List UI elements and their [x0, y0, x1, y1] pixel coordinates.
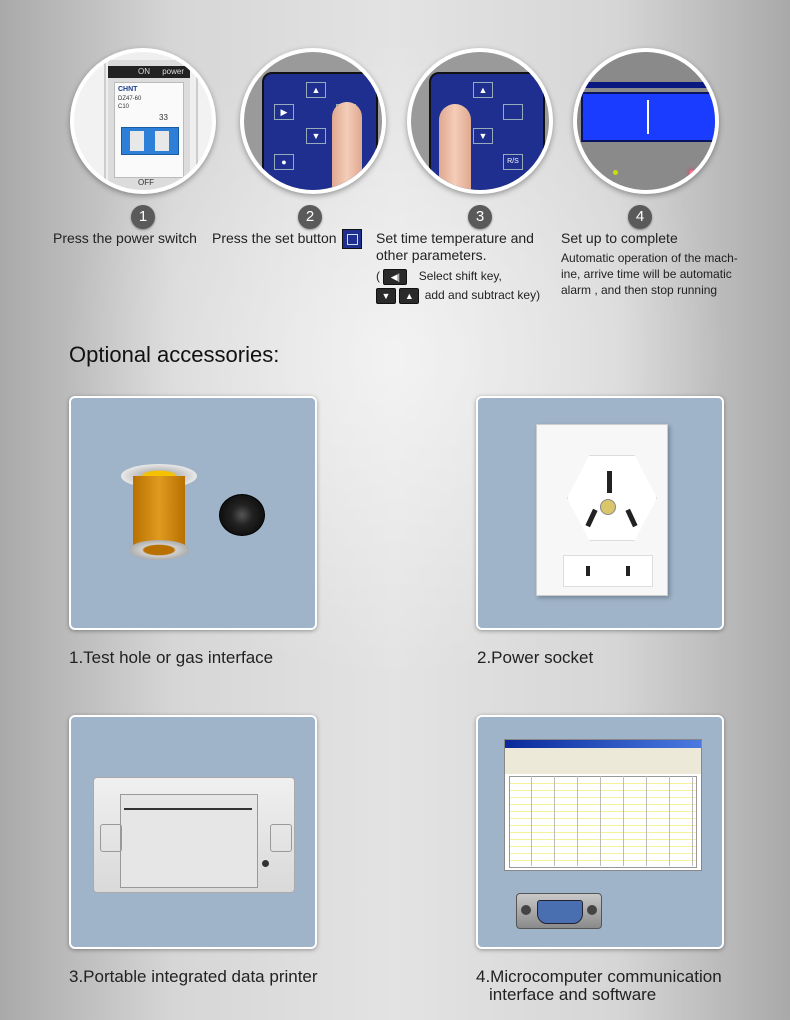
step-4-number: 4	[628, 205, 652, 229]
finger-icon	[332, 102, 362, 190]
panel-up-key-icon: ▲	[306, 82, 326, 98]
breaker-brand: CHNT	[118, 86, 138, 93]
step-3-key-note-row1	[376, 268, 502, 285]
breaker-on-label: ON	[138, 67, 150, 76]
accessory-3-label: 3.Portable integrated data printer	[69, 967, 318, 986]
panel-down-key-icon: ▼	[473, 128, 493, 144]
step-3-key-note-row2	[376, 287, 540, 304]
accessory-2-image	[476, 396, 724, 630]
software-window-icon	[504, 739, 702, 871]
panel-lamp-key-icon: ●	[274, 154, 294, 170]
panel-up-key-icon: ▲	[473, 82, 493, 98]
set-button-icon	[342, 229, 362, 249]
section-title: Optional accessories:	[69, 342, 280, 367]
step-1-number: 1	[131, 205, 155, 229]
up-key-icon: ▲	[399, 288, 419, 304]
accessory-1-label: 1.Test hole or gas interface	[69, 648, 274, 667]
step-3-image	[407, 48, 553, 194]
breaker-rating: C10	[118, 104, 130, 110]
step-4-caption: Set up to complete	[561, 230, 678, 246]
indicator-led-red-icon	[689, 170, 695, 176]
breaker-toggle[interactable]	[121, 127, 179, 155]
display-screen	[581, 92, 715, 142]
breaker-power-label: power	[162, 67, 185, 76]
shift-key-icon: ◀|	[383, 269, 407, 285]
accessory-4-label-line1: 4.Microcomputer communication	[476, 967, 722, 986]
step-2-image	[240, 48, 386, 194]
breaker-number: 33	[159, 113, 168, 122]
panel-down-key-icon: ▼	[306, 128, 326, 144]
accessory-1-image	[69, 396, 317, 630]
finger-icon	[439, 104, 471, 190]
printer-icon	[93, 777, 295, 893]
step-4-desc-line1: Automatic operation of the mach-	[561, 251, 738, 265]
rubber-plug-icon	[219, 494, 265, 536]
paren-open: (	[376, 269, 380, 283]
step-4-desc-line3: alarm , and then stop running	[561, 283, 718, 297]
power-socket-icon	[536, 424, 668, 596]
step-4-image	[573, 48, 719, 194]
accessory-2-label: 2.Power socket	[477, 648, 594, 667]
step-2-number: 2	[298, 205, 322, 229]
step-2-caption: Press the set button	[212, 230, 337, 246]
accessory-4-image	[476, 715, 724, 949]
panel-shift-key-icon: ▶	[274, 104, 294, 120]
step-3-caption-line2: other parameters.	[376, 247, 487, 263]
indicator-led-green-icon	[613, 170, 618, 175]
step-3-caption-line1: Set time temperature and	[376, 230, 534, 246]
add-subtract-note: add and subtract key)	[424, 288, 541, 302]
test-hole-icon	[121, 464, 201, 564]
step-4-desc-line2: ine, arrive time will be automatic	[561, 267, 732, 281]
breaker-model: DZ47-60	[118, 96, 142, 102]
accessory-4-label-line2: interface and software	[489, 985, 657, 1004]
step-1-caption: Press the power switch	[53, 230, 197, 246]
down-key-icon: ▼	[376, 288, 396, 304]
serial-port-icon	[516, 893, 602, 929]
panel-run-key-icon: R/S	[503, 154, 523, 170]
accessory-3-image	[69, 715, 317, 949]
shift-key-note: Select shift key,	[418, 269, 502, 283]
breaker-off-label: OFF	[138, 178, 154, 187]
panel-set-key-icon	[503, 104, 523, 120]
step-3-number: 3	[468, 205, 492, 229]
step-1-image	[70, 48, 216, 194]
